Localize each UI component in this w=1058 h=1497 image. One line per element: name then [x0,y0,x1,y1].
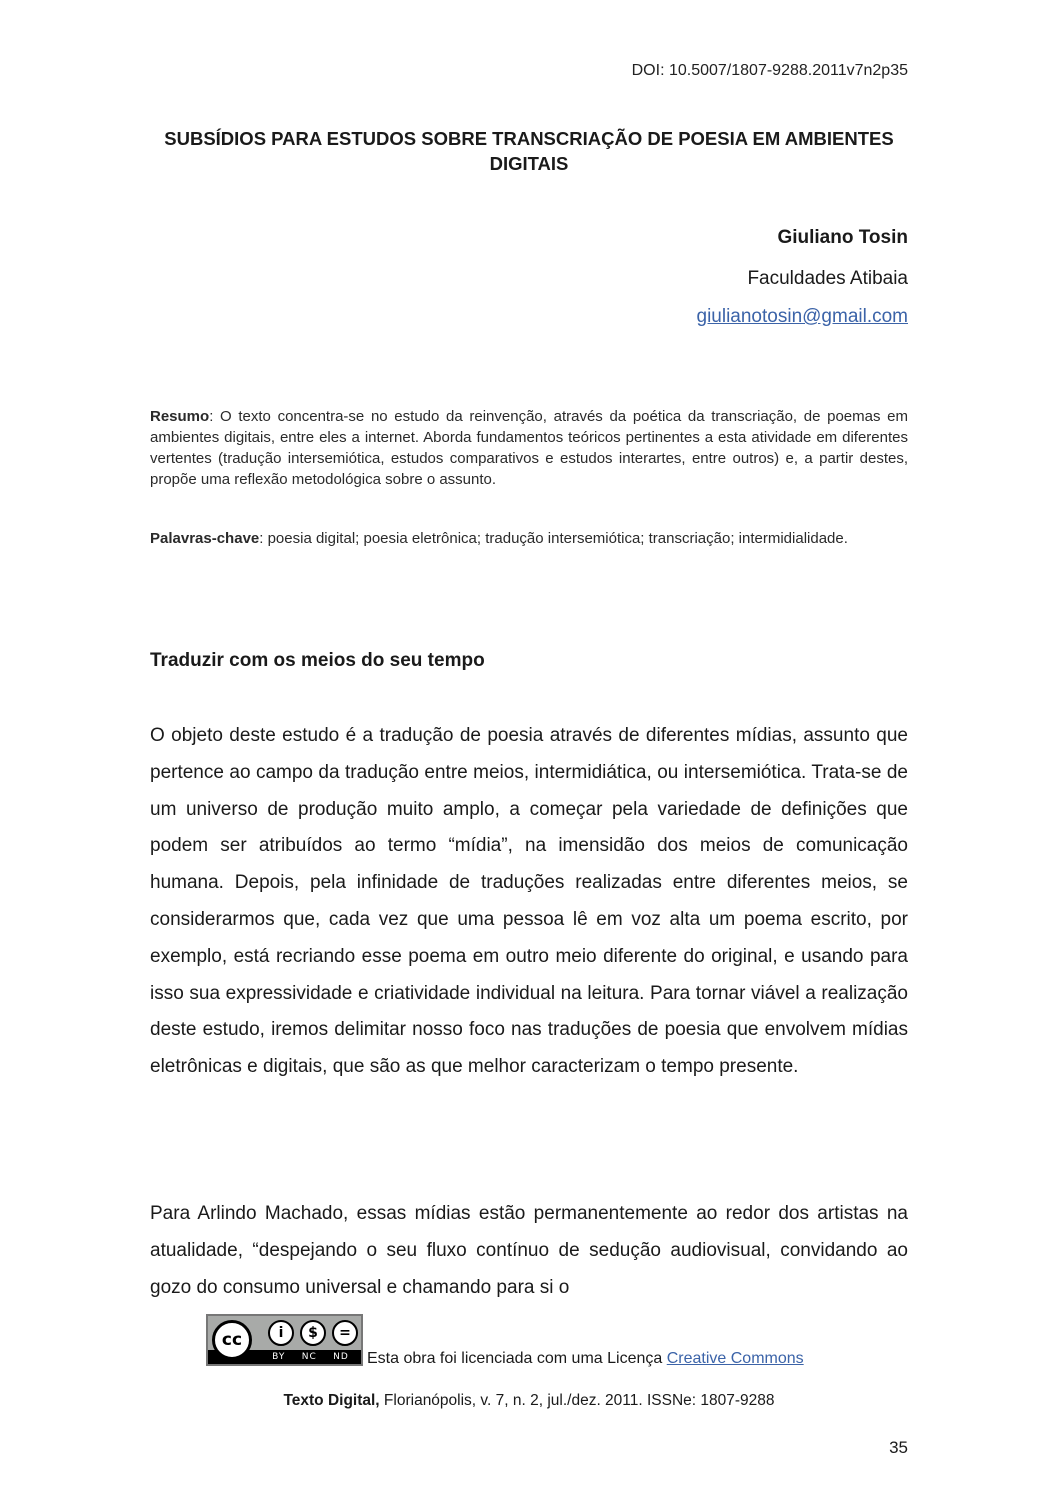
author-name: Giuliano Tosin [777,227,908,248]
creative-commons-link[interactable]: Creative Commons [666,1350,804,1367]
abstract [150,406,908,490]
license-text: Esta obra foi licenciada com uma Licença [367,1350,667,1367]
noncommercial-icon: $ [300,1320,326,1346]
keywords-text: : poesia digital; poesia eletrônica; tradução intersemiótica; transcriação; intermidialidade. [259,530,848,547]
journal-details: Florianópolis, v. 7, n. 2, jul./dez. 2011. ISSNe: 1807-9288 [379,1392,775,1409]
doi-text: DOI: 10.5007/1807-9288.2011v7n2p35 [631,62,908,79]
abstract-text: : O texto concentra-se no estudo da reinvenção, através da poética da transcriação, de poemas em ambientes digitais, entre eles a internet. Aborda fundamentos teóricos pertinentes a esta atividade em diferentes vertentes (tradução intersemiótica, estudos comparativos e estudos interartes, entre outros) e, a partir destes, propõe uma reflexão metodológica sobre o assunto. [150,408,908,488]
page-number: 35 [889,1438,908,1457]
license-statement [367,1350,804,1368]
cc-label-nc: NC [301,1352,317,1362]
abstract-label: Resumo [150,408,210,425]
body-paragraph-1: O objeto deste estudo é a tradução de poesia através de diferentes mídias, assunto que pertence ao campo da tradução entre meios, intermidiática, ou intersemiótica. Trata-se de um universo de produção muito amplo, a começar pela variedade de definições que podem ser atribuídos ao termo “mídia”, na imensidão dos meios de comunicação humana. Depois, pela infinidade de traduções realizadas entre diferentes meios, se considerarmos que, cada vez que uma pessoa lê em voz alta um poema escrito, por exemplo, está recriando esse poema em outro meio diferente do original, e usando para isso sua expressividade e criatividade individual na leitura. Para tornar viável a realização deste estudo, iremos delimitar nosso foco nas traduções de poesia que envolvem mídias eletrônicas e digitais, que são as que melhor caracterizam o tempo presente. [150,725,908,1078]
cc-badge-labels [264,1352,357,1363]
author-email-link[interactable]: giulianotosin@gmail.com [696,306,908,327]
attribution-icon: i [268,1320,294,1346]
author-institution: Faculdades Atibaia [747,268,908,289]
noderivatives-icon: = [332,1320,358,1346]
journal-name: Texto Digital, [283,1392,380,1409]
article-title: SUBSÍDIOS PARA ESTUDOS SOBRE TRANSCRIAÇÃO DE POESIA EM AMBIENTES DIGITAIS [164,128,894,174]
cc-label-nd: ND [333,1352,349,1362]
cc-icon: cc [212,1320,252,1360]
cc-label-by: BY [272,1352,286,1362]
keywords [150,528,908,549]
creative-commons-badge[interactable] [206,1314,363,1366]
keywords-label: Palavras-chave [150,530,260,547]
section-heading: Traduzir com os meios do seu tempo [150,650,485,671]
body-paragraph-2: Para Arlindo Machado, essas mídias estão permanentemente ao redor dos artistas na atualidade, “despejando o seu fluxo contínuo de sedução audiovisual, convidando ao gozo do consumo universal e chamando para si o [150,1203,908,1298]
author-block [697,222,909,336]
journal-footer [0,1392,1058,1410]
